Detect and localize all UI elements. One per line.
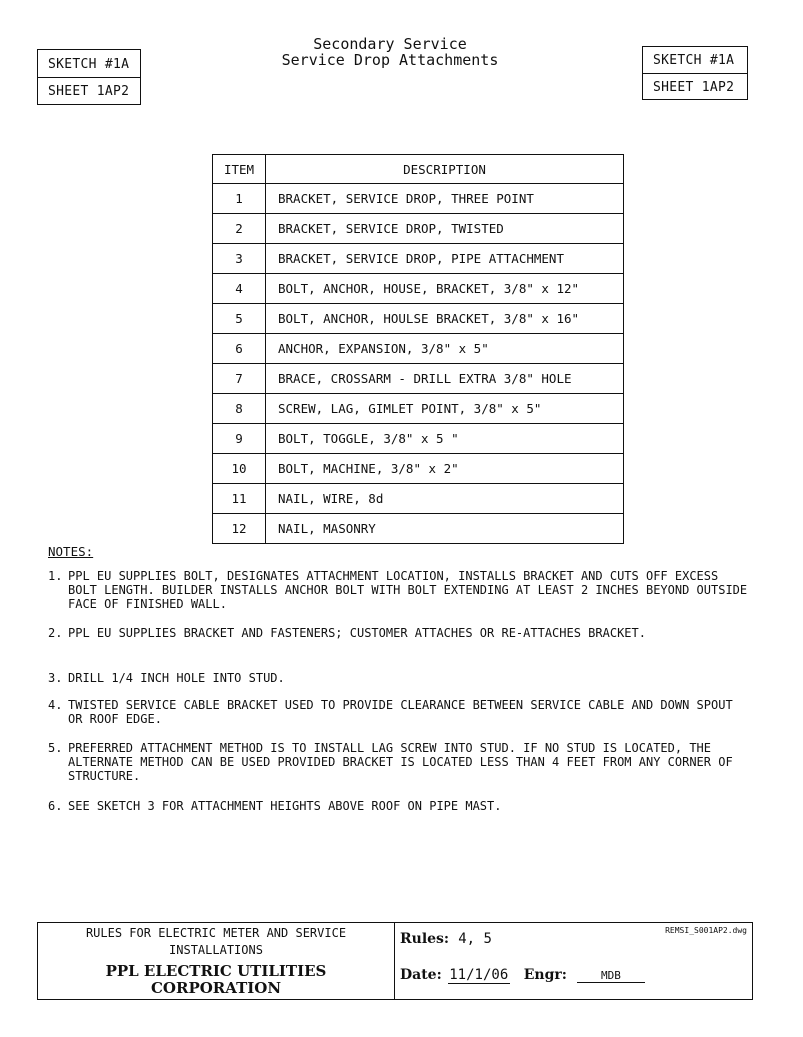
note-item <box>48 569 748 611</box>
note-text: PPL EU SUPPLIES BOLT, DESIGNATES ATTACHMENT LOCATION, INSTALLS BRACKET AND CUTS OFF EXCESS BOLT LENGTH. BUILDER INSTALLS ANCHOR BOLT WITH BOLT EXTENDING AT LEAST 2 INCHES BEYOND OUTSIDE FACE OF FINISHED WALL. <box>68 569 748 611</box>
item-description: BOLT, ANCHOR, HOULSE BRACKET, 3/8" x 16" <box>266 304 624 334</box>
right-sheet-label: SHEET 1AP2 <box>653 79 735 95</box>
table-row <box>213 274 624 304</box>
table-row <box>213 304 624 334</box>
table-row <box>213 364 624 394</box>
item-description: BOLT, MACHINE, 3/8" x 2" <box>266 454 624 484</box>
items-table <box>212 154 624 544</box>
note-item <box>48 698 748 726</box>
rules-title-line-1: RULES FOR ELECTRIC METER AND SERVICE <box>85 926 347 940</box>
note-text: SEE SKETCH 3 FOR ATTACHMENT HEIGHTS ABOVE ROOF ON PIPE MAST. <box>68 799 502 813</box>
note-text: PPL EU SUPPLIES BRACKET AND FASTENERS; CUSTOMER ATTACHES OR RE-ATTACHES BRACKET. <box>68 626 646 640</box>
title-block-right <box>394 922 753 1000</box>
table-row <box>213 394 624 424</box>
note-number: 1. <box>48 569 63 583</box>
engr-value: MDB <box>577 969 645 983</box>
item-number: 8 <box>213 394 266 424</box>
title-block-left <box>37 922 395 1000</box>
left-sheet-label: SHEET 1AP2 <box>48 84 130 99</box>
item-description: BRACKET, SERVICE DROP, TWISTED <box>266 214 624 244</box>
left-sketch-label: SKETCH #1A <box>48 56 130 72</box>
rules-title-line-2: INSTALLATIONS <box>169 943 263 957</box>
title-line-2: Service Drop Attachments <box>281 51 499 69</box>
note-item <box>48 626 748 640</box>
notes-heading: NOTES: <box>48 544 94 559</box>
item-description: BOLT, ANCHOR, HOUSE, BRACKET, 3/8" x 12" <box>266 274 624 304</box>
description-column-header: DESCRIPTION <box>266 155 624 184</box>
note-number: 2. <box>48 626 63 640</box>
note-number: 4. <box>48 698 63 712</box>
item-number: 9 <box>213 424 266 454</box>
page-title <box>230 36 550 68</box>
item-number: 2 <box>213 214 266 244</box>
item-number: 5 <box>213 304 266 334</box>
company-name-line-1: PPL ELECTRIC UTILITIES <box>105 962 327 980</box>
item-description: BRACKET, SERVICE DROP, THREE POINT <box>266 184 624 214</box>
table-header-row <box>213 155 624 184</box>
company-name-line-2: CORPORATION <box>150 979 282 997</box>
item-number: 12 <box>213 514 266 544</box>
item-description: BOLT, TOGGLE, 3/8" x 5 " <box>266 424 624 454</box>
item-description: NAIL, WIRE, 8d <box>266 484 624 514</box>
note-item <box>48 799 748 813</box>
note-text: DRILL 1/4 INCH HOLE INTO STUD. <box>68 671 285 685</box>
table-row <box>213 484 624 514</box>
rules-label: Rules: <box>400 931 450 947</box>
item-description: BRACKET, SERVICE DROP, PIPE ATTACHMENT <box>266 244 624 274</box>
item-description: BRACE, CROSSARM - DRILL EXTRA 3/8" HOLE <box>266 364 624 394</box>
rules-value: 4, 5 <box>458 931 492 947</box>
table-row <box>213 214 624 244</box>
right-sketch-box <box>642 46 748 100</box>
item-number: 7 <box>213 364 266 394</box>
left-sketch-box <box>37 49 141 105</box>
item-description: NAIL, MASONRY <box>266 514 624 544</box>
title-line-1: Secondary Service <box>313 35 467 53</box>
item-number: 4 <box>213 274 266 304</box>
date-label: Date: <box>400 967 442 983</box>
date-engr-field <box>400 967 645 984</box>
note-number: 3. <box>48 671 63 685</box>
item-number: 3 <box>213 244 266 274</box>
note-item <box>48 671 748 685</box>
table-row <box>213 514 624 544</box>
table-row <box>213 454 624 484</box>
table-row <box>213 424 624 454</box>
item-description: SCREW, LAG, GIMLET POINT, 3/8" x 5" <box>266 394 624 424</box>
table-row <box>213 244 624 274</box>
right-sketch-label: SKETCH #1A <box>653 53 735 68</box>
note-item <box>48 741 748 783</box>
date-value: 11/1/06 <box>449 967 509 983</box>
note-text: TWISTED SERVICE CABLE BRACKET USED TO PROVIDE CLEARANCE BETWEEN SERVICE CABLE AND DOWN SPOUT OR ROOF EDGE. <box>68 698 733 726</box>
item-column-header: ITEM <box>213 155 266 184</box>
rules-field <box>400 928 492 947</box>
drawing-file-name: REMSI_S001AP2.dwg <box>665 926 747 935</box>
note-number: 6. <box>48 799 63 813</box>
engr-label: Engr: <box>523 967 567 983</box>
item-number: 6 <box>213 334 266 364</box>
table-row <box>213 334 624 364</box>
note-number: 5. <box>48 741 63 755</box>
item-number: 1 <box>213 184 266 214</box>
note-text: PREFERRED ATTACHMENT METHOD IS TO INSTALL LAG SCREW INTO STUD. IF NO STUD IS LOCATED, THE ALTERNATE METHOD CAN BE USED PROVIDED BRACKET IS LOCATED LESS THAN 4 FEET FROM ANY CORNER OF STRUCTURE. <box>68 741 733 783</box>
item-description: ANCHOR, EXPANSION, 3/8" x 5" <box>266 334 624 364</box>
table-row <box>213 184 624 214</box>
item-number: 10 <box>213 454 266 484</box>
item-number: 11 <box>213 484 266 514</box>
